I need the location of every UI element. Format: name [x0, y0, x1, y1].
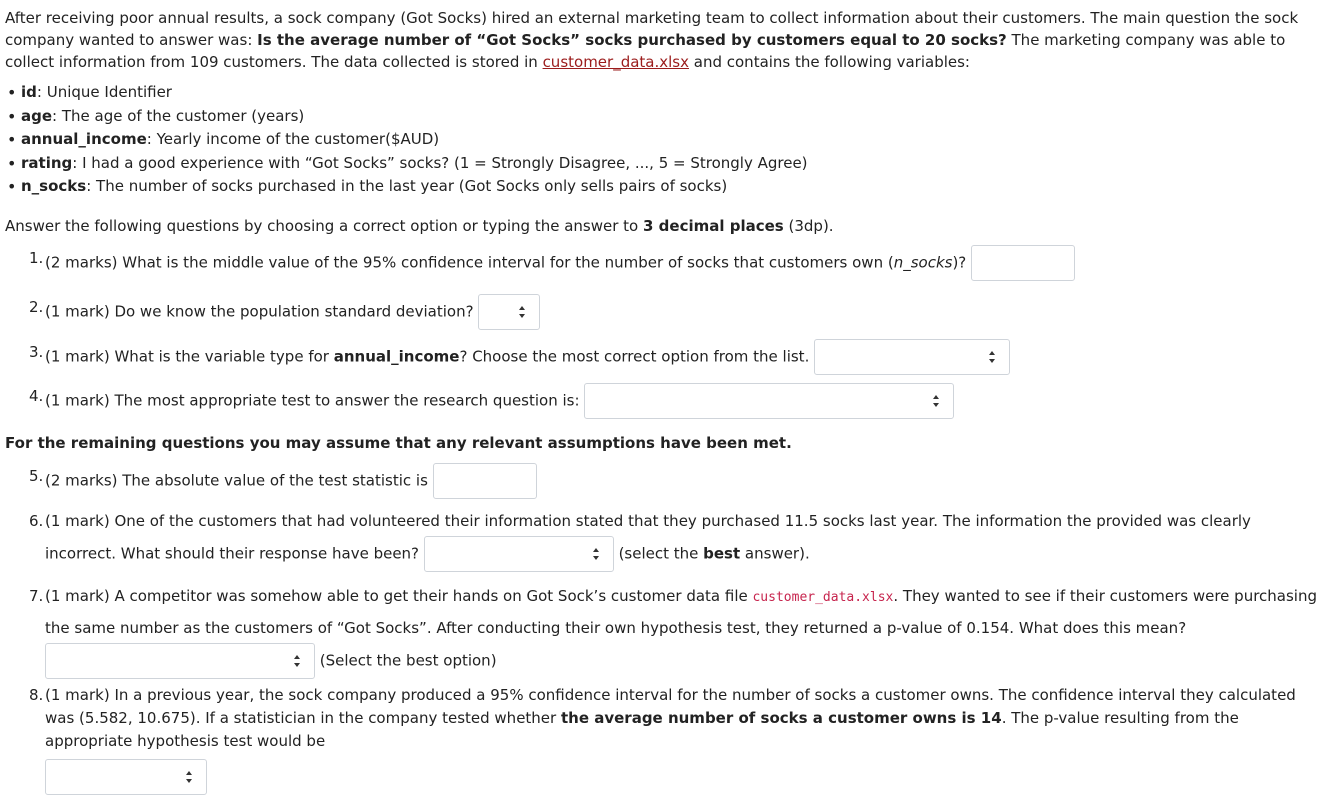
question-number: 3. — [29, 342, 44, 361]
select-arrows-icon — [989, 351, 996, 363]
customer-data-link[interactable]: customer_data.xlsx — [542, 53, 689, 71]
assumption-note: For the remaining questions you may assume that any relevant assumptions have been met. — [5, 433, 792, 452]
question-text: (1 mark) What is the variable type for — [45, 347, 334, 365]
select-arrows-icon — [593, 548, 600, 560]
q1-answer-input[interactable] — [971, 245, 1075, 281]
variable-name: rating — [21, 153, 73, 172]
question-number: 4. — [29, 386, 44, 405]
q7-select[interactable] — [45, 643, 315, 679]
variable-desc: : The age of the customer (years) — [52, 106, 305, 125]
list-item — [21, 152, 1317, 176]
instructions-text: Answer the following questions by choosing a correct option or typing the answer to — [5, 216, 644, 235]
question-text: (1 mark) In a previous year, the sock company produced a 95% confidence interval for the number of socks a customer owns. The confidence interval they calculated was (5.582, 10.675). If a statistician in the company tested whether — [45, 685, 1296, 727]
question-2 — [29, 294, 1317, 330]
variable-name: annual_income — [21, 130, 147, 148]
question-bold: the average number of socks a customer owns is 14 — [560, 708, 1002, 727]
variable-name: age — [21, 106, 53, 125]
question-number: 7. — [29, 586, 44, 605]
question-text: (2 marks) What is the middle value of the 95% confidence interval for the number of socks that customers own ( — [45, 253, 894, 271]
question-text: (1 mark) Do we know the population standard deviation? — [45, 302, 474, 320]
question-text-3: (Select the best option) — [315, 651, 497, 669]
question-4 — [29, 383, 1317, 419]
intro-text-3: and contains the following variables: — [689, 53, 970, 71]
question-5 — [29, 463, 1317, 499]
variable-desc: : Yearly income of the customer($AUD) — [146, 130, 440, 148]
question-text: (1 mark) The most appropriate test to answer the research question is: — [45, 391, 580, 409]
list-item — [21, 105, 1317, 129]
question-text-2: ? Choose the most correct option from the list. — [459, 347, 810, 365]
q3-select[interactable] — [814, 339, 1010, 375]
intro-text: After receiving poor annual results, a sock company (Got Socks) hired an external marketing team to collect information about their customers. The main question the sock company wanted to answer was: — [5, 9, 1299, 49]
question-number: 6. — [29, 511, 44, 530]
variable-desc: : I had a good experience with “Got Socks” socks? (1 = Strongly Disagree, ..., 5 = Strongly Agree) — [72, 153, 808, 172]
variable-desc: : Unique Identifier — [36, 83, 172, 101]
questions-list-2 — [5, 463, 1317, 795]
intro-text-2: The marketing company was able to collect information from 109 customers. The data collected is stored in — [5, 31, 1286, 71]
question-number: 5. — [29, 466, 44, 485]
list-item — [21, 175, 1317, 199]
question-bold: annual_income — [333, 347, 460, 365]
question-italic: n_socks — [893, 253, 953, 271]
instructions-text-2: (3dp). — [783, 216, 834, 235]
question-number: 1. — [29, 248, 44, 267]
q4-select[interactable] — [584, 383, 954, 419]
list-item — [21, 128, 1317, 152]
question-number: 2. — [29, 297, 44, 316]
question-number: 8. — [29, 685, 44, 704]
variable-desc: : The number of socks purchased in the last year (Got Socks only sells pairs of socks) — [86, 177, 728, 195]
variables-list — [5, 81, 1317, 199]
question-3 — [29, 339, 1317, 375]
instructions — [5, 215, 1317, 237]
q2-select[interactable] — [478, 294, 540, 330]
variable-name: id — [21, 83, 37, 101]
question-1 — [29, 245, 1317, 281]
intro-paragraph — [5, 7, 1317, 73]
instructions-bold: 3 decimal places — [643, 216, 784, 235]
question-bold: best — [703, 544, 741, 562]
select-arrows-icon — [933, 395, 940, 407]
question-text: (1 mark) One of the customers that had volunteered their information stated that they purchased 11.5 socks last year. The information the provided was clearly incorrect. What should their response have been? — [45, 511, 1251, 562]
list-item — [21, 81, 1317, 105]
question-6 — [29, 506, 1317, 572]
select-arrows-icon — [519, 306, 526, 318]
question-8 — [29, 684, 1317, 795]
q8-select[interactable] — [45, 759, 207, 795]
question-text-2: (select the — [613, 544, 704, 562]
select-arrows-icon — [294, 655, 301, 667]
question-text-2: . They wanted to see if their customers were purchasing the same number as the customers of “Got Socks”. After conducting their own hypothesis test, they returned a p-value of 0.154. What does this mean? — [45, 586, 1317, 637]
q6-select[interactable] — [424, 536, 614, 572]
questions-list — [5, 245, 1317, 419]
q5-answer-input[interactable] — [433, 463, 537, 499]
variable-name: n_socks — [21, 177, 87, 195]
question-text-2: . The p-value resulting from the appropriate hypothesis test would be — [45, 708, 1239, 750]
file-name-code: customer_data.xlsx — [752, 589, 894, 605]
research-question: Is the average number of “Got Socks” socks purchased by customers equal to 20 socks? — [257, 31, 1007, 49]
question-text: (2 marks) The absolute value of the test statistic is — [45, 471, 428, 489]
select-arrows-icon — [186, 771, 193, 783]
question-text: (1 mark) A competitor was somehow able to get their hands on Got Sock’s customer data file — [45, 586, 753, 605]
question-7 — [29, 581, 1317, 679]
question-text-3: answer). — [740, 544, 810, 562]
question-text-2: )? — [952, 253, 967, 271]
